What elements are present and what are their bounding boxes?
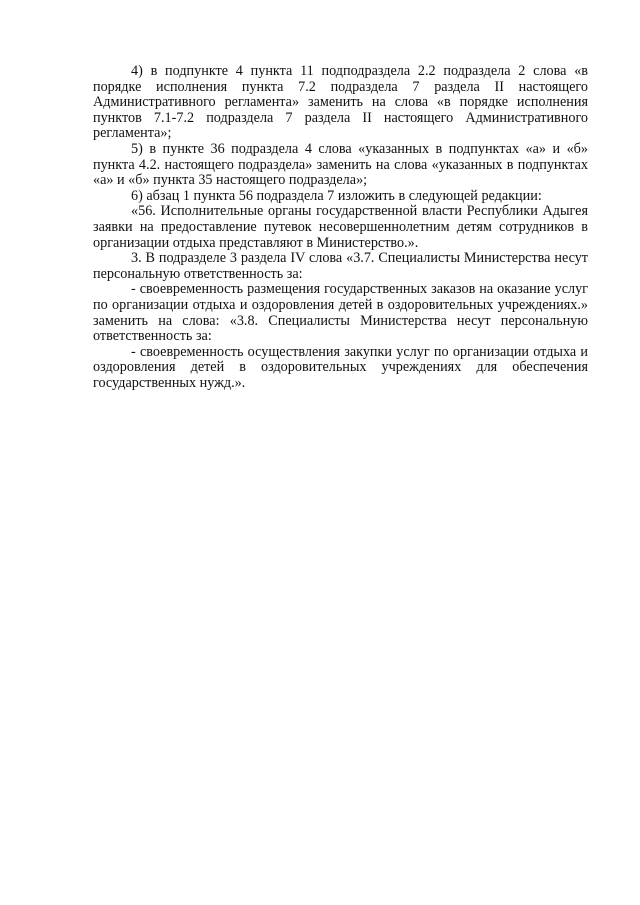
paragraph-new-wording-56: «56. Исполнительные органы государственной власти Республики Адыгея заявки на предоставление путевок несовершеннолетним детям сотрудников в организации отдыха представляют в Министерство.». [93, 203, 588, 251]
paragraph-dash-item-1: - своевременность размещения государственных заказов на оказание услуг по организации отдыха и оздоровления детей в оздоровительных учреждениях.» заменить на слова: «3.8. Специалисты Министерства несут персональную ответственность за: [93, 281, 588, 345]
paragraph-item-6: 6) абзац 1 пункта 56 подраздела 7 изложить в следующей редакции: [131, 187, 542, 204]
paragraph-item-4: 4) в подпункте 4 пункта 11 подподраздела 2.2 подраздела 2 слова «в порядке исполнения пункта 7.2 подраздела 7 раздела II настоящего Административного регламента» заменить на слова «в порядке исполнения пунктов 7.1-7.2 подраздела 7 раздела II настоящего Административного регламента»; [93, 63, 588, 142]
paragraph-dash-item-2: - своевременность осуществления закупки услуг по организации отдыха и оздоровления детей в оздоровительных учреждениях для обеспечения государственных нужд.». [93, 343, 588, 391]
paragraph-section-3: 3. В подразделе 3 раздела IV слова «3.7. Специалисты Министерства несут персональную ответственность за: [93, 250, 588, 282]
document-body [93, 64, 588, 391]
paragraph-item-5: 5) в пункте 36 подраздела 4 слова «указанных в подпунктах «а» и «б» пункта 4.2. настоящего подраздела» заменить на слова «указанных в подпунктах «а» и «б» пункта 35 настоящего подраздела»; [93, 140, 588, 189]
